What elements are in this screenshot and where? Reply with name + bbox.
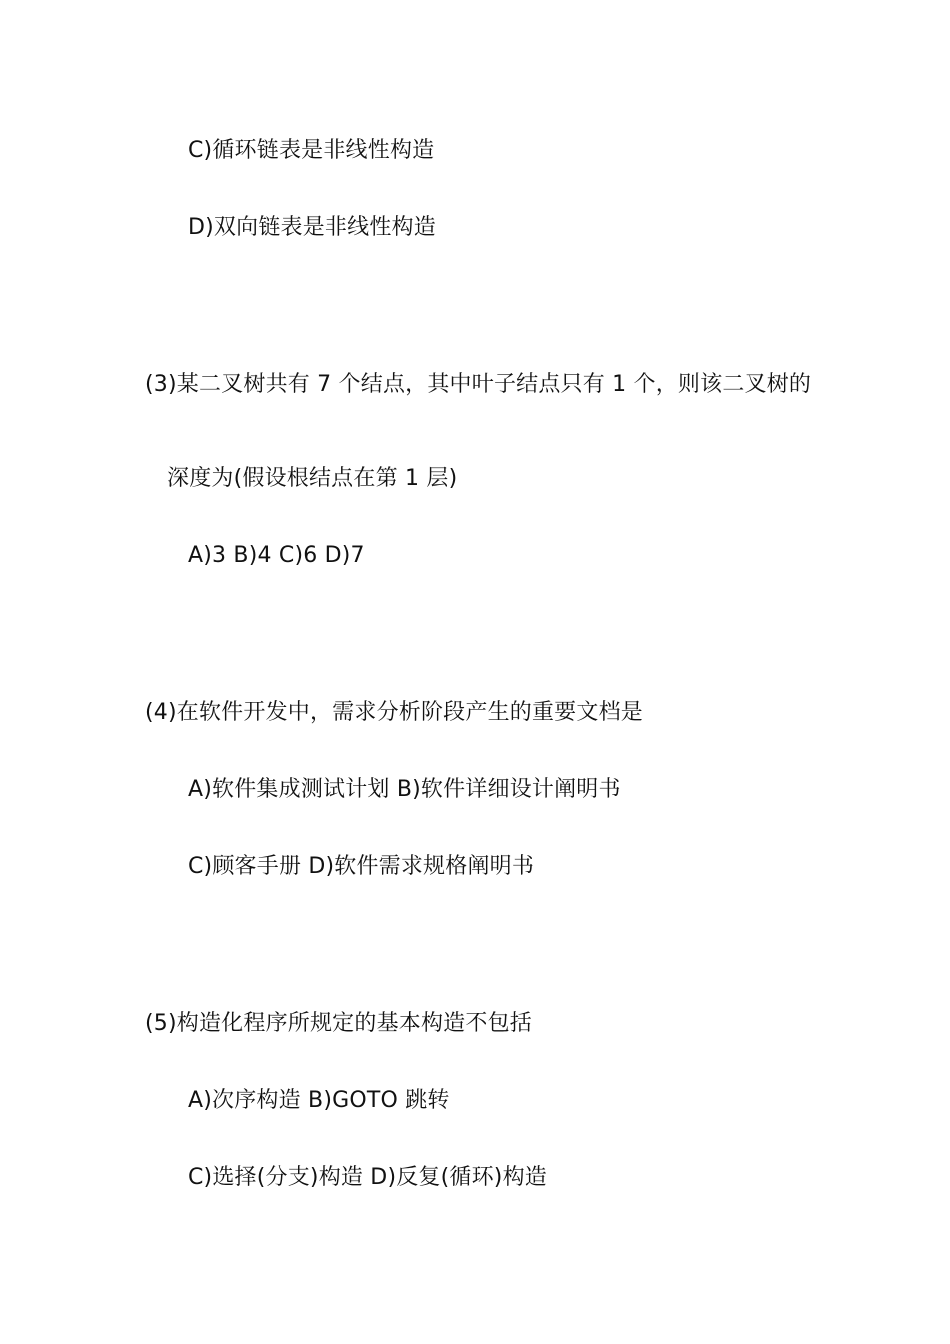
q5-stem: (5)构造化程序所规定的基本构造不包括 [145,1011,532,1036]
q5-options-line2: C)选择(分支)构造 D)反复(循环)构造 [188,1165,547,1190]
q3-stem-line2: 深度为(假设根结点在第 1 层) [167,466,458,491]
q3-stem-line1: (3)某二叉树共有 7 个结点，其中叶子结点只有 1 个，则该二叉树的 [145,372,812,397]
q2-option-c: C)循环链表是非线性构造 [188,138,435,163]
q4-options-line1: A)软件集成测试计划 B)软件详细设计阐明书 [188,777,621,802]
q4-stem: (4)在软件开发中，需求分析阶段产生的重要文档是 [145,700,643,725]
q2-option-d: D)双向链表是非线性构造 [188,215,436,240]
q3-options: A)3 B)4 C)6 D)7 [188,543,365,568]
q5-options-line1: A)次序构造 B)GOTO 跳转 [188,1088,450,1113]
q4-options-line2: C)顾客手册 D)软件需求规格阐明书 [188,854,535,879]
